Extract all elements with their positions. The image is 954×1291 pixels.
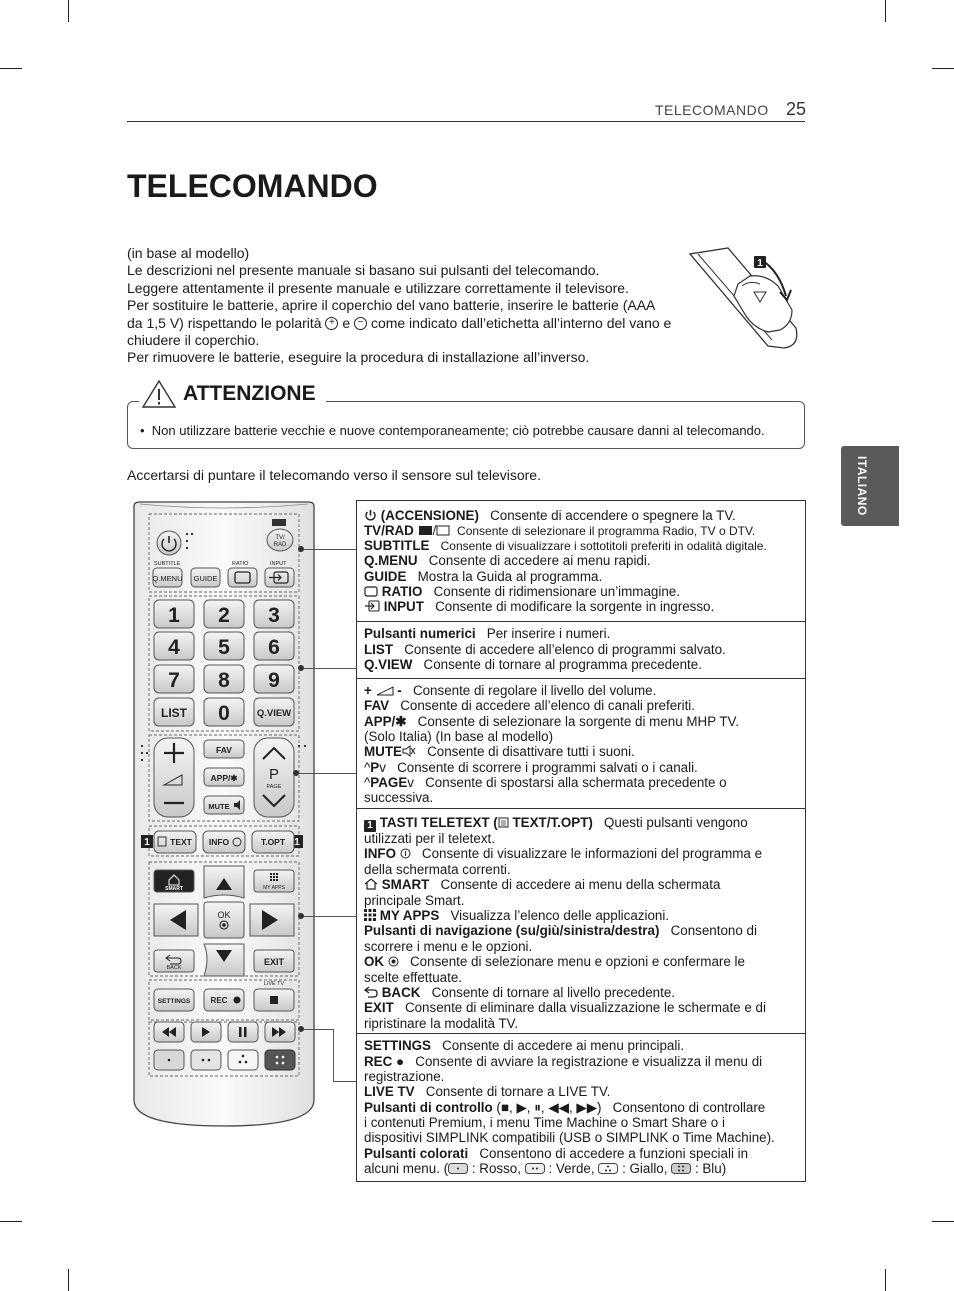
intro-line: Leggere attentamente il presente manuale e utilizzare correttamente il televisore. — [127, 279, 629, 296]
yellow-key-icon — [598, 1163, 618, 1174]
intro-text-part: come indicato dall’etichetta all’interno del vano e — [370, 314, 672, 331]
crop-mark — [885, 1269, 886, 1291]
desc-line — [364, 985, 675, 1000]
desc-term: LIVE TV — [364, 1084, 415, 1099]
callout-line — [302, 916, 356, 917]
qview-label: Q.VIEW — [256, 708, 292, 719]
desc-text: Consente di ridimensionare un’immagine. — [433, 584, 680, 599]
crop-mark — [932, 1221, 954, 1222]
page-label: PAGE — [266, 784, 282, 790]
desc-text: : Verde, — [548, 1161, 595, 1176]
desc-line — [364, 553, 651, 568]
desc-line — [364, 1146, 748, 1161]
desc-text: : Blu) — [694, 1161, 727, 1176]
battery-step-badge: 1 — [757, 258, 763, 269]
callout-dot — [298, 665, 304, 671]
desc-term: MUTE — [364, 744, 402, 759]
red-key-icon — [448, 1163, 468, 1174]
desc-text: Consente di accedere ai menu della schermata — [440, 877, 721, 892]
list-label: LIST — [161, 706, 187, 720]
topt-label: T.OPT — [260, 837, 286, 847]
desc-line: Pulsanti di controllo (■, ▶, ⏸, ◀◀, ▶▶) Consentono di controllare — [364, 1100, 766, 1115]
page-number: 25 — [786, 99, 807, 119]
input-icon — [364, 600, 380, 612]
subtitle-label: SUBTITLE — [154, 561, 181, 567]
desc-text: ripristinare la modalità TV. — [364, 1016, 519, 1031]
desc-term: FAV — [364, 698, 390, 713]
ok-label: OK — [217, 910, 231, 920]
stop-icon: ■ — [500, 1100, 509, 1115]
desc-text: Consentono di accedere a funzioni speciali in — [479, 1146, 749, 1161]
desc-term: REC — [364, 1054, 393, 1069]
ratio-label: RATIO — [232, 561, 249, 567]
desc-term: P — [370, 760, 380, 775]
blue-key-icon — [671, 1163, 691, 1174]
desc-line — [364, 584, 680, 599]
desc-line — [364, 954, 745, 969]
intro-line: chiudere il coperchio. — [127, 332, 260, 349]
desc-line — [364, 569, 602, 584]
green-key-icon — [525, 1163, 545, 1174]
fast-forward-icon: ▶▶ — [576, 1100, 598, 1115]
desc-text: (Solo Italia) (In base al modello) — [364, 729, 554, 744]
callout-dot — [298, 546, 304, 552]
desc-line — [364, 1038, 684, 1053]
desc-line — [364, 923, 757, 938]
tv-rad-label: RAD — [273, 542, 287, 548]
minus-polarity-icon: − — [354, 317, 367, 330]
ratio-button[interactable] — [228, 568, 257, 587]
desc-line — [364, 1016, 518, 1031]
callout-dot — [293, 770, 299, 776]
desc-term: TEXT/T.OPT) — [512, 815, 593, 830]
desc-text: della schermata correnti. — [364, 862, 511, 877]
desc-term: APP/✱ — [364, 714, 407, 729]
desc-line — [364, 939, 532, 954]
guide-label: GUIDE — [193, 574, 218, 583]
back-icon — [364, 986, 378, 998]
intro-line: Le descrizioni nel presente manuale si basano sui pulsanti del telecomando. — [127, 262, 600, 279]
intro-text-part: e — [342, 314, 351, 331]
digit-label: 2 — [218, 604, 230, 627]
desc-line — [364, 1161, 726, 1176]
yellow-button[interactable] — [228, 1050, 258, 1070]
intro-line: (in base al modello) — [127, 245, 250, 261]
desc-text: : Giallo, — [622, 1161, 668, 1176]
pause-icon: ⏸ — [534, 1100, 541, 1115]
desc-line — [364, 1130, 775, 1145]
ok-icon — [388, 956, 399, 967]
desc-text: i contenuti Premium, i menu Time Machine o Smart Share o i — [364, 1115, 725, 1130]
battery-cover-illustration — [688, 246, 804, 350]
crop-mark — [885, 0, 886, 22]
desc-text: Consente di scorrere i programmi salvati o i canali. — [397, 760, 698, 775]
desc-term: EXIT — [364, 1000, 394, 1015]
chevron-up-icon: ^ — [364, 760, 371, 775]
attention-header — [139, 379, 326, 409]
power-icon — [364, 509, 377, 522]
desc-line — [364, 744, 635, 759]
ratio-icon — [364, 586, 378, 597]
blue-button[interactable] — [265, 1050, 295, 1070]
desc-line — [364, 1069, 444, 1084]
digit-label: 3 — [268, 604, 280, 627]
teletext-badge: 1 — [364, 820, 376, 832]
desc-text: Consente di selezionare la sorgente di menu MHP TV. — [417, 714, 739, 729]
desc-text: Consente di selezionare menu e opzioni e confermare le — [410, 954, 745, 969]
desc-text: Consente di regolare il livello del volume. — [412, 683, 657, 698]
desc-text: scelte effettuate. — [364, 970, 463, 985]
desc-term: TASTI TELETEXT ( — [379, 815, 498, 830]
language-tab — [841, 446, 899, 526]
desc-term: INPUT — [383, 599, 424, 614]
desc-line — [364, 775, 727, 790]
desc-text: Consentono di controllare — [612, 1100, 766, 1115]
ok-button[interactable] — [204, 902, 244, 938]
desc-line — [364, 1115, 725, 1130]
aim-instruction: Accertarsi di puntare il telecomando verso il sensore sul televisore. — [127, 467, 541, 483]
digit-label: 5 — [218, 636, 230, 659]
desc-line — [364, 538, 767, 553]
callout-line — [297, 773, 356, 774]
desc-line — [364, 683, 656, 698]
desc-text: Consente di tornare a LIVE TV. — [425, 1084, 611, 1099]
desc-text: successiva. — [364, 790, 434, 805]
teletext-icon — [498, 817, 509, 828]
desc-line — [364, 790, 433, 805]
bullet: • — [140, 423, 145, 438]
desc-text: dispositivi SIMPLINK compatibili (USB o SIMPLINK o Time Machine). — [364, 1130, 775, 1145]
callout-line — [333, 1029, 334, 1082]
smart-label: SMART — [165, 886, 183, 892]
crop-mark — [68, 0, 69, 22]
crop-mark — [932, 68, 954, 69]
crop-mark — [68, 1269, 69, 1291]
desc-text: Consente di disattivare tutti i suoni. — [427, 744, 635, 759]
desc-text: Consente di visualizzare le informazioni del programma e — [421, 846, 763, 861]
tv-radio-icon — [418, 524, 450, 536]
teletext-marker: 1 — [144, 837, 150, 848]
desc-term: TV/RAD — [364, 523, 414, 538]
desc-line — [364, 599, 714, 614]
desc-section-volume — [357, 678, 805, 809]
desc-line — [364, 1054, 762, 1069]
callout-dot — [298, 1026, 304, 1032]
intro-line: Per rimuovere le batterie, eseguire la procedura di installazione all’inverso. — [127, 349, 590, 366]
desc-line — [364, 815, 748, 832]
desc-text: Consente di accedere ai menu rapidi. — [428, 553, 651, 568]
desc-term: (ACCENSIONE) — [380, 508, 479, 523]
desc-line — [364, 642, 726, 657]
back-label: BACK — [166, 965, 182, 971]
attention-text — [140, 423, 765, 438]
desc-text: Visualizza l’elenco delle applicazioni. — [450, 908, 670, 923]
info-icon — [400, 848, 411, 859]
intro-text-part: da 1,5 V) rispettando le polarità — [127, 314, 322, 331]
desc-line — [364, 760, 698, 775]
desc-text: registrazione. — [364, 1069, 445, 1084]
desc-term: MY APPS — [379, 908, 440, 923]
plus-polarity-icon: + — [325, 317, 338, 330]
desc-term: SETTINGS — [364, 1038, 431, 1053]
desc-line — [364, 657, 702, 672]
desc-term: BACK — [381, 985, 421, 1000]
desc-line — [364, 908, 669, 923]
mute-label: MUTE — [208, 802, 230, 811]
digit-label: 0 — [218, 702, 230, 725]
desc-text: utilizzati per il teletext. — [364, 831, 495, 846]
desc-section-teletext-nav — [357, 808, 805, 1034]
desc-text: alcuni menu. ( — [364, 1161, 449, 1176]
desc-section-top — [357, 501, 805, 621]
desc-text: Mostra la Guida al programma. — [417, 569, 603, 584]
settings-label: SETTINGS — [157, 998, 191, 1005]
desc-line — [364, 970, 462, 985]
remote-control-illustration — [132, 500, 316, 1135]
desc-line — [364, 893, 464, 908]
app-label: APP/✱ — [210, 773, 238, 783]
chevron-up-icon: ^ — [364, 775, 371, 790]
digit-label: 8 — [218, 669, 230, 692]
page-title: TELECOMANDO — [127, 168, 378, 204]
volume-icon — [376, 686, 394, 696]
callout-line — [333, 1081, 356, 1082]
fav-label: FAV — [216, 745, 232, 755]
desc-text: Consente di accedere all’elenco di programmi salvato. — [404, 642, 726, 657]
desc-text: scorrere i menu e le opzioni. — [364, 939, 533, 954]
header-rule — [127, 121, 805, 122]
desc-line — [364, 1084, 610, 1099]
exit-label: EXIT — [263, 957, 285, 967]
play-icon: ▶ — [516, 1100, 527, 1115]
digit-label: 4 — [168, 636, 180, 659]
desc-line — [364, 862, 511, 877]
p-label: P — [268, 766, 280, 783]
intro-line: Per sostituire le batterie, aprire il coperchio del vano batterie, inserire le batterie (AAA — [127, 297, 656, 314]
mute-icon — [402, 745, 416, 757]
desc-term: SUBTITLE — [364, 538, 430, 553]
desc-text: Per inserire i numeri. — [486, 626, 611, 641]
attention-text-body: Non utilizzare batterie vecchie e nuove contemporaneamente; ciò potrebbe causare danni al telecomando. — [151, 423, 765, 438]
chevron-down-icon: v — [407, 775, 414, 790]
digit-label: 1 — [168, 604, 180, 627]
desc-text: Consente di eliminare dalla visualizzazione le schermate e di — [404, 1000, 766, 1015]
desc-term: INFO — [364, 846, 396, 861]
apps-grid-icon — [364, 909, 376, 921]
desc-line — [364, 714, 739, 730]
input-label: INPUT — [270, 561, 287, 567]
green-button[interactable] — [191, 1050, 221, 1070]
crop-mark — [0, 68, 22, 69]
tv-rad-label: TV/ — [275, 535, 285, 541]
callout-line — [302, 549, 356, 550]
desc-text: principale Smart. — [364, 893, 465, 908]
desc-term: Pulsanti colorati — [364, 1146, 469, 1161]
desc-term: SMART — [381, 877, 430, 892]
rec-label: REC — [210, 996, 228, 1005]
desc-line — [364, 698, 695, 713]
attention-title: ATTENZIONE — [183, 382, 316, 405]
digit-label: 7 — [168, 669, 180, 692]
desc-section-numbers — [357, 621, 805, 679]
desc-text: Consente di accendere o spegnere la TV. — [490, 508, 736, 523]
callout-dot — [298, 913, 304, 919]
live-tv-label: LIVE TV — [263, 981, 285, 987]
desc-text: Consentono di — [670, 923, 757, 938]
desc-term: + — [364, 683, 372, 698]
intro-line — [127, 315, 687, 332]
desc-line — [364, 508, 736, 523]
record-dot-icon: ● — [396, 1054, 405, 1069]
desc-term: OK — [364, 954, 385, 969]
desc-line — [364, 626, 610, 641]
warning-triangle-icon — [141, 379, 177, 409]
my-apps-label: MY APPS — [263, 885, 285, 891]
desc-text: Consente di accedere all’elenco di canali preferiti. — [400, 698, 695, 713]
info-label: INFO — [208, 837, 230, 847]
desc-line — [364, 729, 553, 744]
desc-line — [364, 1000, 766, 1015]
desc-section-playback — [357, 1033, 805, 1182]
desc-text: Consente di spostarsi alla schermata precedente o — [425, 775, 727, 790]
running-header-section: TELECOMANDO — [655, 102, 769, 118]
desc-term: Pulsanti di controllo — [364, 1100, 493, 1115]
digit-label: 9 — [268, 669, 280, 692]
desc-term: Q.MENU — [364, 553, 418, 568]
teletext-marker: 1 — [294, 837, 300, 848]
desc-text: Consente di visualizzare i sottotitoli preferiti in odalità digitale. — [440, 539, 767, 553]
button-description-table — [356, 500, 806, 1182]
desc-text: : Rosso, — [471, 1161, 521, 1176]
callout-line — [302, 1029, 334, 1030]
desc-text: Questi pulsanti vengono — [604, 815, 748, 830]
callout-line — [302, 668, 356, 669]
desc-text: Consente di tornare al livello precedente. — [431, 985, 676, 1000]
desc-text: Consente di modificare la sorgente in ingresso. — [435, 599, 715, 614]
desc-line — [364, 877, 720, 892]
desc-line — [364, 523, 755, 538]
desc-text: Consente di accedere ai menu principali. — [442, 1038, 685, 1053]
rewind-icon: ◀◀ — [548, 1100, 569, 1115]
desc-term: - — [397, 683, 402, 698]
desc-text: Consente di tornare al programma precedente. — [423, 657, 702, 672]
desc-term: Q.VIEW — [364, 657, 413, 672]
desc-term: LIST — [364, 642, 394, 657]
intro-text — [127, 245, 687, 367]
desc-term: RATIO — [381, 584, 423, 599]
desc-term: Pulsanti numerici — [364, 626, 476, 641]
crop-mark — [0, 1221, 22, 1222]
qmenu-label: Q.MENU — [152, 574, 183, 583]
desc-term: PAGE — [370, 775, 408, 790]
desc-term: Pulsanti di navigazione (su/giù/sinistra/destra) — [364, 923, 660, 938]
desc-text: Consente di avviare la registrazione e visualizza il menu di — [415, 1054, 763, 1069]
digit-label: 6 — [268, 636, 280, 659]
home-icon — [364, 878, 378, 890]
chevron-down-icon: v — [379, 760, 386, 775]
pause-button[interactable] — [228, 1022, 258, 1042]
desc-term: GUIDE — [364, 569, 407, 584]
language-tab-label: ITALIANO — [855, 456, 869, 516]
desc-line — [364, 846, 762, 861]
desc-text: Consente di selezionare il programma Radio, TV o DTV. — [457, 524, 756, 538]
desc-line — [364, 831, 495, 846]
text-label: TEXT — [170, 837, 192, 847]
